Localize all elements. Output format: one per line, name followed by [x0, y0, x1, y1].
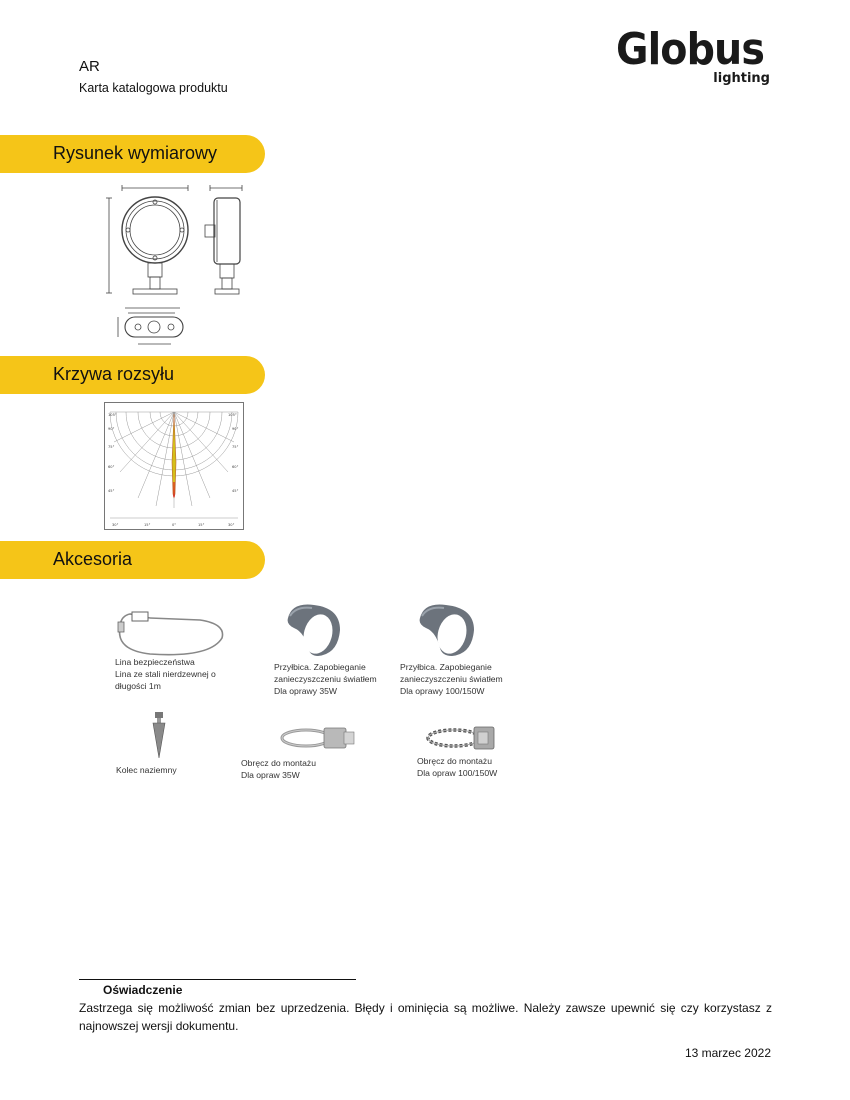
accessory-visor-100-150w [400, 661, 503, 697]
svg-text:30°: 30° [112, 523, 119, 527]
visor-35w-image [282, 602, 346, 658]
accessory-line: zanieczyszczeniu światłem [274, 674, 377, 684]
section-header-accessories [0, 541, 265, 579]
polar-curve-chart [104, 402, 244, 530]
svg-text:105°: 105° [228, 413, 237, 417]
svg-text:105°: 105° [108, 413, 117, 417]
section-header-curve [0, 356, 265, 394]
svg-text:45°: 45° [232, 489, 239, 493]
svg-text:90°: 90° [108, 427, 115, 431]
product-code: AR [79, 58, 100, 75]
document-subtitle: Karta katalogowa produktu [79, 81, 228, 95]
svg-text:0°: 0° [172, 523, 177, 527]
accessory-line: Lina bezpieczeństwa [115, 657, 195, 667]
accessory-visor-35w [274, 661, 377, 697]
accessory-safety-cable [115, 656, 216, 692]
section-header-dimensional [0, 135, 265, 173]
ground-spike-image [150, 710, 168, 760]
accessory-line: Dla opraw 35W [241, 770, 300, 780]
accessory-line: Obręcz do montażu [241, 758, 316, 768]
svg-text:75°: 75° [108, 445, 115, 449]
svg-text:60°: 60° [232, 465, 239, 469]
ring-35w-image [280, 722, 360, 754]
brand-logo [616, 26, 772, 92]
section-title: Krzywa rozsyłu [53, 364, 175, 384]
safety-cable-image [110, 604, 228, 660]
accessory-line: Przyłbica. Zapobieganie [274, 662, 366, 672]
visor-100-150w-image [414, 602, 480, 658]
accessory-ring-35w [241, 757, 316, 781]
footer-disclaimer: Zastrzega się możliwość zmian bez uprzedzenia. Błędy i ominięcia są możliwe. Należy zawsze upewnić się czy korzystasz z najnowszej wersji dokumentu. [79, 1001, 772, 1033]
svg-text:60°: 60° [108, 465, 115, 469]
svg-text:75°: 75° [232, 445, 239, 449]
accessory-line: Dla oprawy 35W [274, 686, 338, 696]
footer-title: Oświadczenie [103, 983, 183, 997]
svg-text:15°: 15° [144, 523, 151, 527]
accessory-line: Lina ze stali nierdzewnej o [115, 669, 216, 679]
accessory-line: długości 1m [115, 681, 161, 691]
accessory-line: Dla opraw 100/150W [417, 768, 498, 778]
svg-text:90°: 90° [232, 427, 239, 431]
section-title: Akcesoria [53, 549, 133, 569]
svg-text:30°: 30° [228, 523, 235, 527]
accessory-ring-100-150w [417, 755, 497, 779]
section-title: Rysunek wymiarowy [53, 143, 218, 163]
accessory-line: Obręcz do montażu [417, 756, 492, 766]
footer-divider [79, 979, 356, 980]
svg-text:45°: 45° [108, 489, 115, 493]
accessory-line: zanieczyszczeniu światłem [400, 674, 503, 684]
accessory-line: Przyłbica. Zapobieganie [400, 662, 492, 672]
document-date: 13 marzec 2022 [684, 1046, 771, 1060]
svg-text:15°: 15° [198, 523, 205, 527]
logo-sub-text: lighting [713, 71, 770, 86]
accessory-ground-spike [116, 764, 177, 776]
ring-100-150w-image [426, 722, 506, 754]
dimensional-drawing [100, 180, 260, 350]
logo-main-text: Globus [616, 24, 764, 75]
accessory-line: Dla oprawy 100/150W [400, 686, 485, 696]
accessory-line: Kolec naziemny [116, 765, 177, 775]
